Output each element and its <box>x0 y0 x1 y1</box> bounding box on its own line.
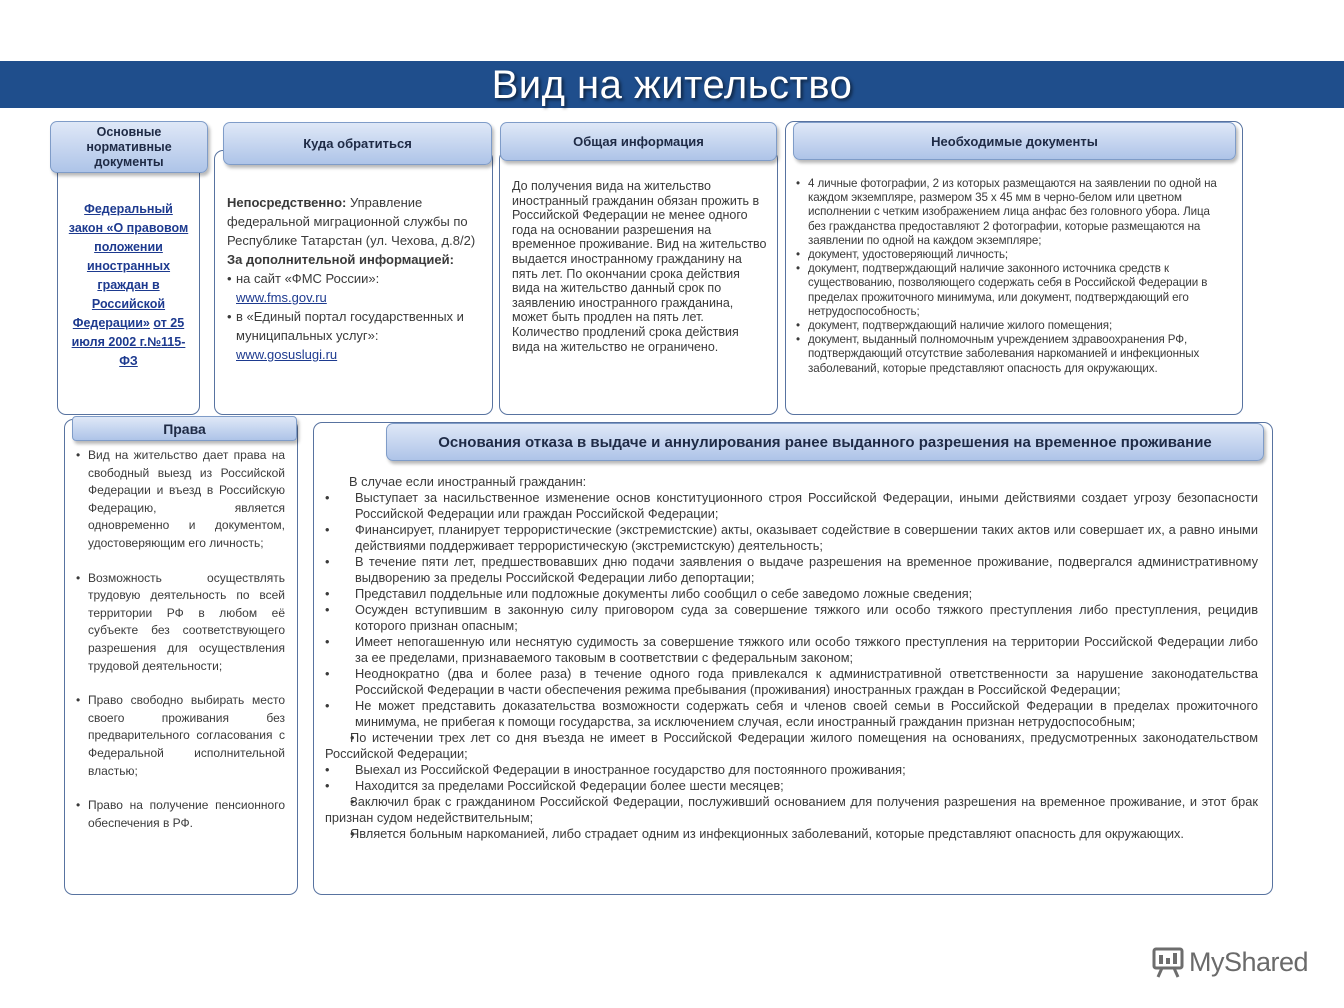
where-item-gosuslugi-text: в «Единый портал государственных и муниципальных услуг»: <box>236 309 464 343</box>
rights-tab: Права <box>72 416 297 441</box>
refusal-item: • Осужден вступившим в законную силу приговором суда за совершение тяжкого или особо тяжкого преступления либо преступления, рецидив которого признан опасным; <box>325 602 1258 634</box>
docs-item: • документ, удостоверяющий личность; <box>796 248 1230 262</box>
refusal-intro: В случае если иностранный гражданин: <box>349 474 587 489</box>
refusal-item: • Выступает за насильственное изменение основ конституционного строя Российской Федерации, иными действиями создает угрозу безопасности Российской Федерации или граждан Российской Федерации; <box>325 490 1258 522</box>
law-link[interactable]: Федеральный закон «О правовом положении иностранных граждан в Российской Федерации» <box>68 202 189 330</box>
myshared-logo[interactable] <box>1151 944 1308 980</box>
docs-item: • документ, подтверждающий наличие законного источника средств к существованию, позволяющего содержать себя в Российской Федерации в пределах прожиточного минимума, или документ, подтверждающий его нетрудоспособность; <box>796 262 1230 319</box>
where-tab: Куда обратиться <box>223 122 492 165</box>
where-list <box>227 269 485 364</box>
refusal-item: • В течение пяти лет, предшествовавших дню подачи заявления о выдаче разрешения на временное проживание, подвергался административному выдворению за пределы Российской Федерации либо депортации; <box>325 554 1258 586</box>
normative-text <box>68 200 189 371</box>
where-more-label: За дополнительной информацией: <box>227 252 454 267</box>
docs-item: • документ, подтверждающий наличие жилого помещения; <box>796 319 1230 333</box>
refusal-item: • Заключил брак с гражданином Российской Федерации, послуживший основанием для получения разрешения на временное проживание, и этот брак признан судом недействительным; <box>325 794 1258 826</box>
docs-item: • 4 личные фотографии, 2 из которых размещаются на заявлении по одной на каждом экземпляре, размером 35 х 45 мм в черно-белом или цветном исполнении с четким изображением лица анфас без головного убора. Лица без гражданства предоставляют 2 фотографии, которые размещаются на заявлении по одной на каждом экземпляре; <box>796 177 1230 248</box>
rights-item: • Право свободно выбирать место своего проживания без предварительного согласования с Федеральной исполнительной властью; <box>76 692 285 780</box>
refusal-item: • По истечении трех лет со дня въезда не имеет в Российской Федерации жилого помещения на основаниях, предусмотренных законодательством Российской Федерации; <box>325 730 1258 762</box>
rights-item: • Вид на жительство дает права на свободный выезд из Российской Федерации и въезд в Российскую Федерацию, является одновременно и документом, удостоверяющим его личность; <box>76 447 285 553</box>
page-title: Вид на жительство <box>491 63 853 107</box>
general-text: До получения вида на жительство иностранный гражданин обязан прожить в Российской Федерации не менее одного года на основании разрешения на временное проживание. Вид на жительство выдается иностранному гражданину на пять лет. По окончании срока действия вида на жительство данный срок по заявлению иностранного гражданина, может быть продлен на пять лет. Количество продлений срока действия вида на жительство не ограничено. <box>512 179 767 354</box>
fms-link[interactable]: www.fms.gov.ru <box>236 290 327 305</box>
where-direct-label: Непосредственно: <box>227 195 347 210</box>
refusal-tab: Основания отказа в выдаче и аннулирования ранее выданного разрешения на временное проживание <box>386 423 1264 461</box>
refusal-item: • Выехал из Российской Федерации в иностранное государство для постоянного проживания; <box>325 762 1258 778</box>
refusal-item: • Неоднократно (два и более раза) в течение одного года привлекался к административной ответственности за нарушение законодательства Российской Федерации в части обеспечения режима пребывания (проживания) иностранных граждан в Российской Федерации; <box>325 666 1258 698</box>
general-tab: Общая информация <box>500 122 777 161</box>
gosuslugi-link[interactable]: www.gosuslugi.ru <box>236 347 338 362</box>
refusal-item: • Находится за пределами Российской Федерации более шести месяцев; <box>325 778 1258 794</box>
refusal-item: • Финансирует, планирует террористические (экстремистские) акты, оказывает содействие в совершении таких актов или совершает их, а равно иными действиями поддерживает террористическую (экстремистскую) деятельность; <box>325 522 1258 554</box>
rights-item: • Право на получение пенсионного обеспечения в РФ. <box>76 797 285 832</box>
docs-list <box>796 177 1230 376</box>
where-item-fms-text: на сайт «ФМС России»: <box>236 271 380 286</box>
logo-text: MyShared <box>1189 946 1309 977</box>
where-content <box>227 193 485 364</box>
refusal-item: • Имеет непогашенную или неснятую судимость за совершение тяжкого или особо тяжкого преступления на территории Российской Федерации либо за ее пределами, признаваемого таковым в соответствии с федеральным законом; <box>325 634 1258 666</box>
refusal-item: • Представил поддельные или подложные документы либо сообщил о себе заведомо ложные сведения; <box>325 586 1258 602</box>
where-item-fms <box>227 269 485 307</box>
law-date[interactable]: от 25 июля 2002 г.№115-ФЗ <box>71 316 186 368</box>
rights-item: • Возможность осуществлять трудовую деятельность по всей территории РФ в любом её субъекте без соответствующего разрешения для осуществления трудовой деятельности; <box>76 570 285 676</box>
docs-tab: Необходимые документы <box>793 122 1236 160</box>
refusal-item: • Не может представить доказательства возможности содержать себя и членов своей семьи в Российской Федерации в пределах прожиточного минимума, не прибегая к помощи государства, за исключением случая, если иностранный гражданин признан нетрудоспособным; <box>325 698 1258 730</box>
refusal-list <box>325 490 1258 842</box>
rights-list <box>76 447 285 832</box>
presentation-board-icon <box>1151 945 1185 979</box>
normative-tab: Основные нормативные документы <box>50 121 208 173</box>
docs-item: • документ, выданный полномочным учреждением здравоохранения РФ, подтверждающий отсутствие заболевания наркоманией и инфекционных заболеваний, которые представляют опасность для окружающих. <box>796 333 1230 376</box>
where-direct <box>227 193 485 250</box>
where-direct-text: Управление федеральной миграционной службы по Республике Татарстан (ул. Чехова, д.8/2) <box>227 195 476 248</box>
where-item-gosuslugi <box>227 307 485 364</box>
refusal-item: • Является больным наркоманией, либо страдает одним из инфекционных заболеваний, которые представляют опасность для окружающих. <box>325 826 1258 842</box>
